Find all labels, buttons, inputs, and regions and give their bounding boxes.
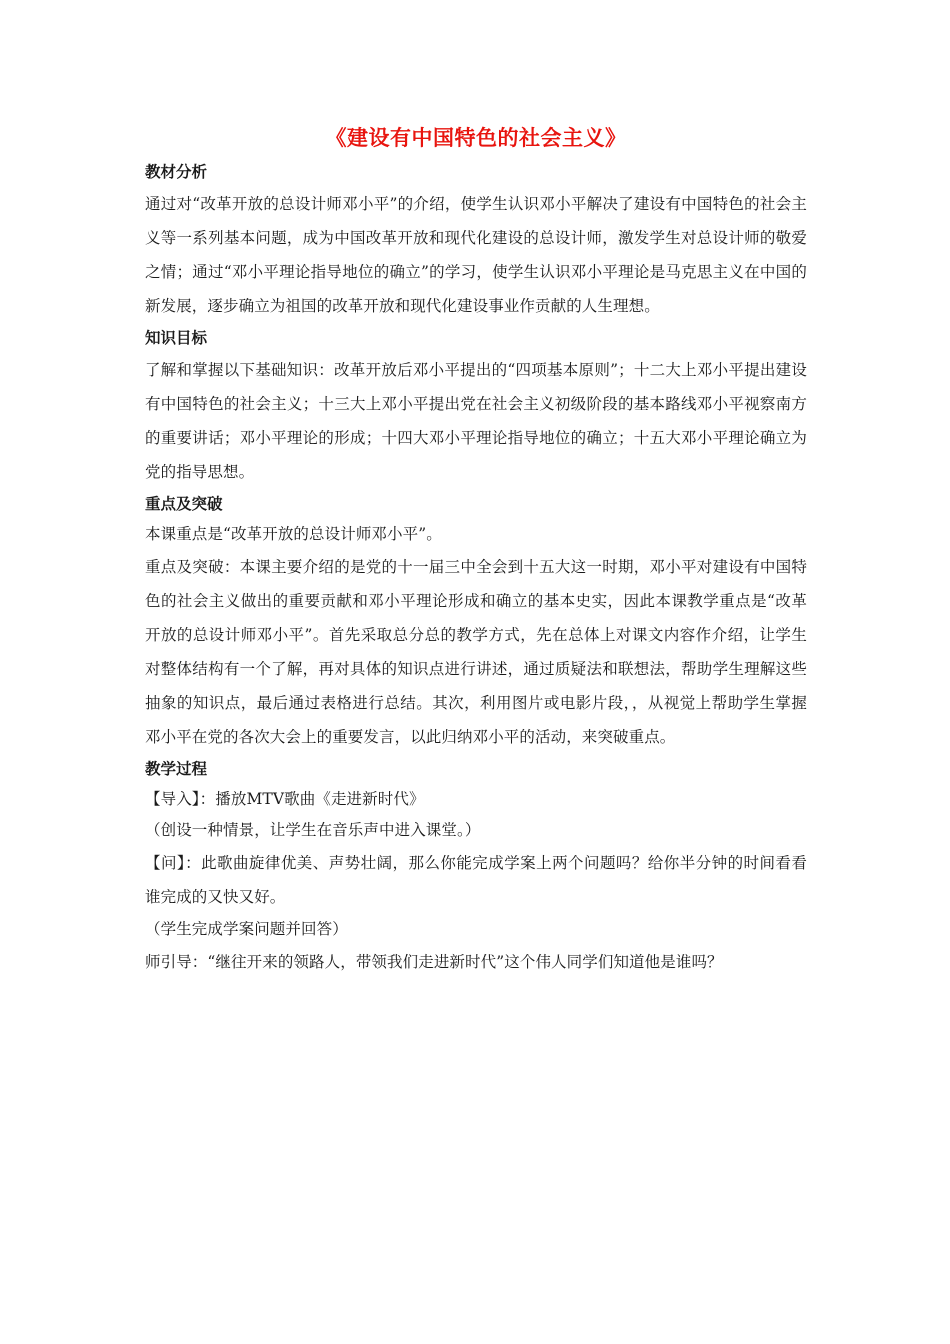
- section-heading-analysis: 教材分析: [145, 163, 208, 181]
- process-note-1: （创设一种情景，让学生在音乐声中进入课堂。）: [145, 821, 481, 839]
- document-page: [145, 124, 807, 979]
- process-note-2: （学生完成学案问题并回答）: [145, 920, 348, 938]
- process-question: 【问】：此歌曲旋律优美、声势壮阔，那么你能完成学案上两个问题吗？给你半分钟的时间看看谁完成的又快又好。: [145, 854, 807, 906]
- process-guide: 师引导：“继往开来的领路人，带领我们走进新时代”这个伟人同学们知道他是谁吗？: [145, 953, 723, 971]
- focus-paragraph: 重点及突破：本课主要介绍的是党的十一届三中全会到十五大这一时期，邓小平对建设有中国特色的社会主义做出的重要贡献和邓小平理论形成和确立的基本史实，因此本课教学重点是“改革开放的总设计师邓小平”。首先采取总分总的教学方式，先在总体上对课文内容作介绍，让学生对整体结构有一个了解，再对具体的知识点进行讲述，通过质疑法和联想法，帮助学生理解这些抽象的知识点，最后通过表格进行总结。其次，利用图片或电影片段，，从视觉上帮助学生掌握邓小平在党的各次大会上的重要发言，以此归纳邓小平的活动，来突破重点。: [145, 558, 807, 746]
- section-heading-goals: 知识目标: [145, 329, 208, 347]
- document-title: 《建设有中国特色的社会主义》: [325, 125, 627, 150]
- process-intro: 【导入】：播放MTV歌曲《走进新时代》: [145, 790, 425, 808]
- focus-line: 本课重点是“改革开放的总设计师邓小平”。: [145, 525, 442, 543]
- section-heading-focus: 重点及突破: [145, 495, 223, 513]
- goals-paragraph: 了解和掌握以下基础知识：改革开放后邓小平提出的“四项基本原则”；十二大上邓小平提出建设有中国特色的社会主义；十三大上邓小平提出党在社会主义初级阶段的基本路线邓小平视察南方的重要讲话；邓小平理论的形成；十四大邓小平理论指导地位的确立；十五大邓小平理论确立为党的指导思想。: [145, 361, 807, 481]
- analysis-paragraph: 通过对“改革开放的总设计师邓小平”的介绍，使学生认识邓小平解决了建设有中国特色的社会主义等一系列基本问题，成为中国改革开放和现代化建设的总设计师，激发学生对总设计师的敬爱之情；通过“邓小平理论指导地位的确立”的学习，使学生认识邓小平理论是马克思主义在中国的新发展，逐步确立为祖国的改革开放和现代化建设事业作贡献的人生理想。: [145, 195, 807, 315]
- section-heading-process: 教学过程: [145, 760, 208, 778]
